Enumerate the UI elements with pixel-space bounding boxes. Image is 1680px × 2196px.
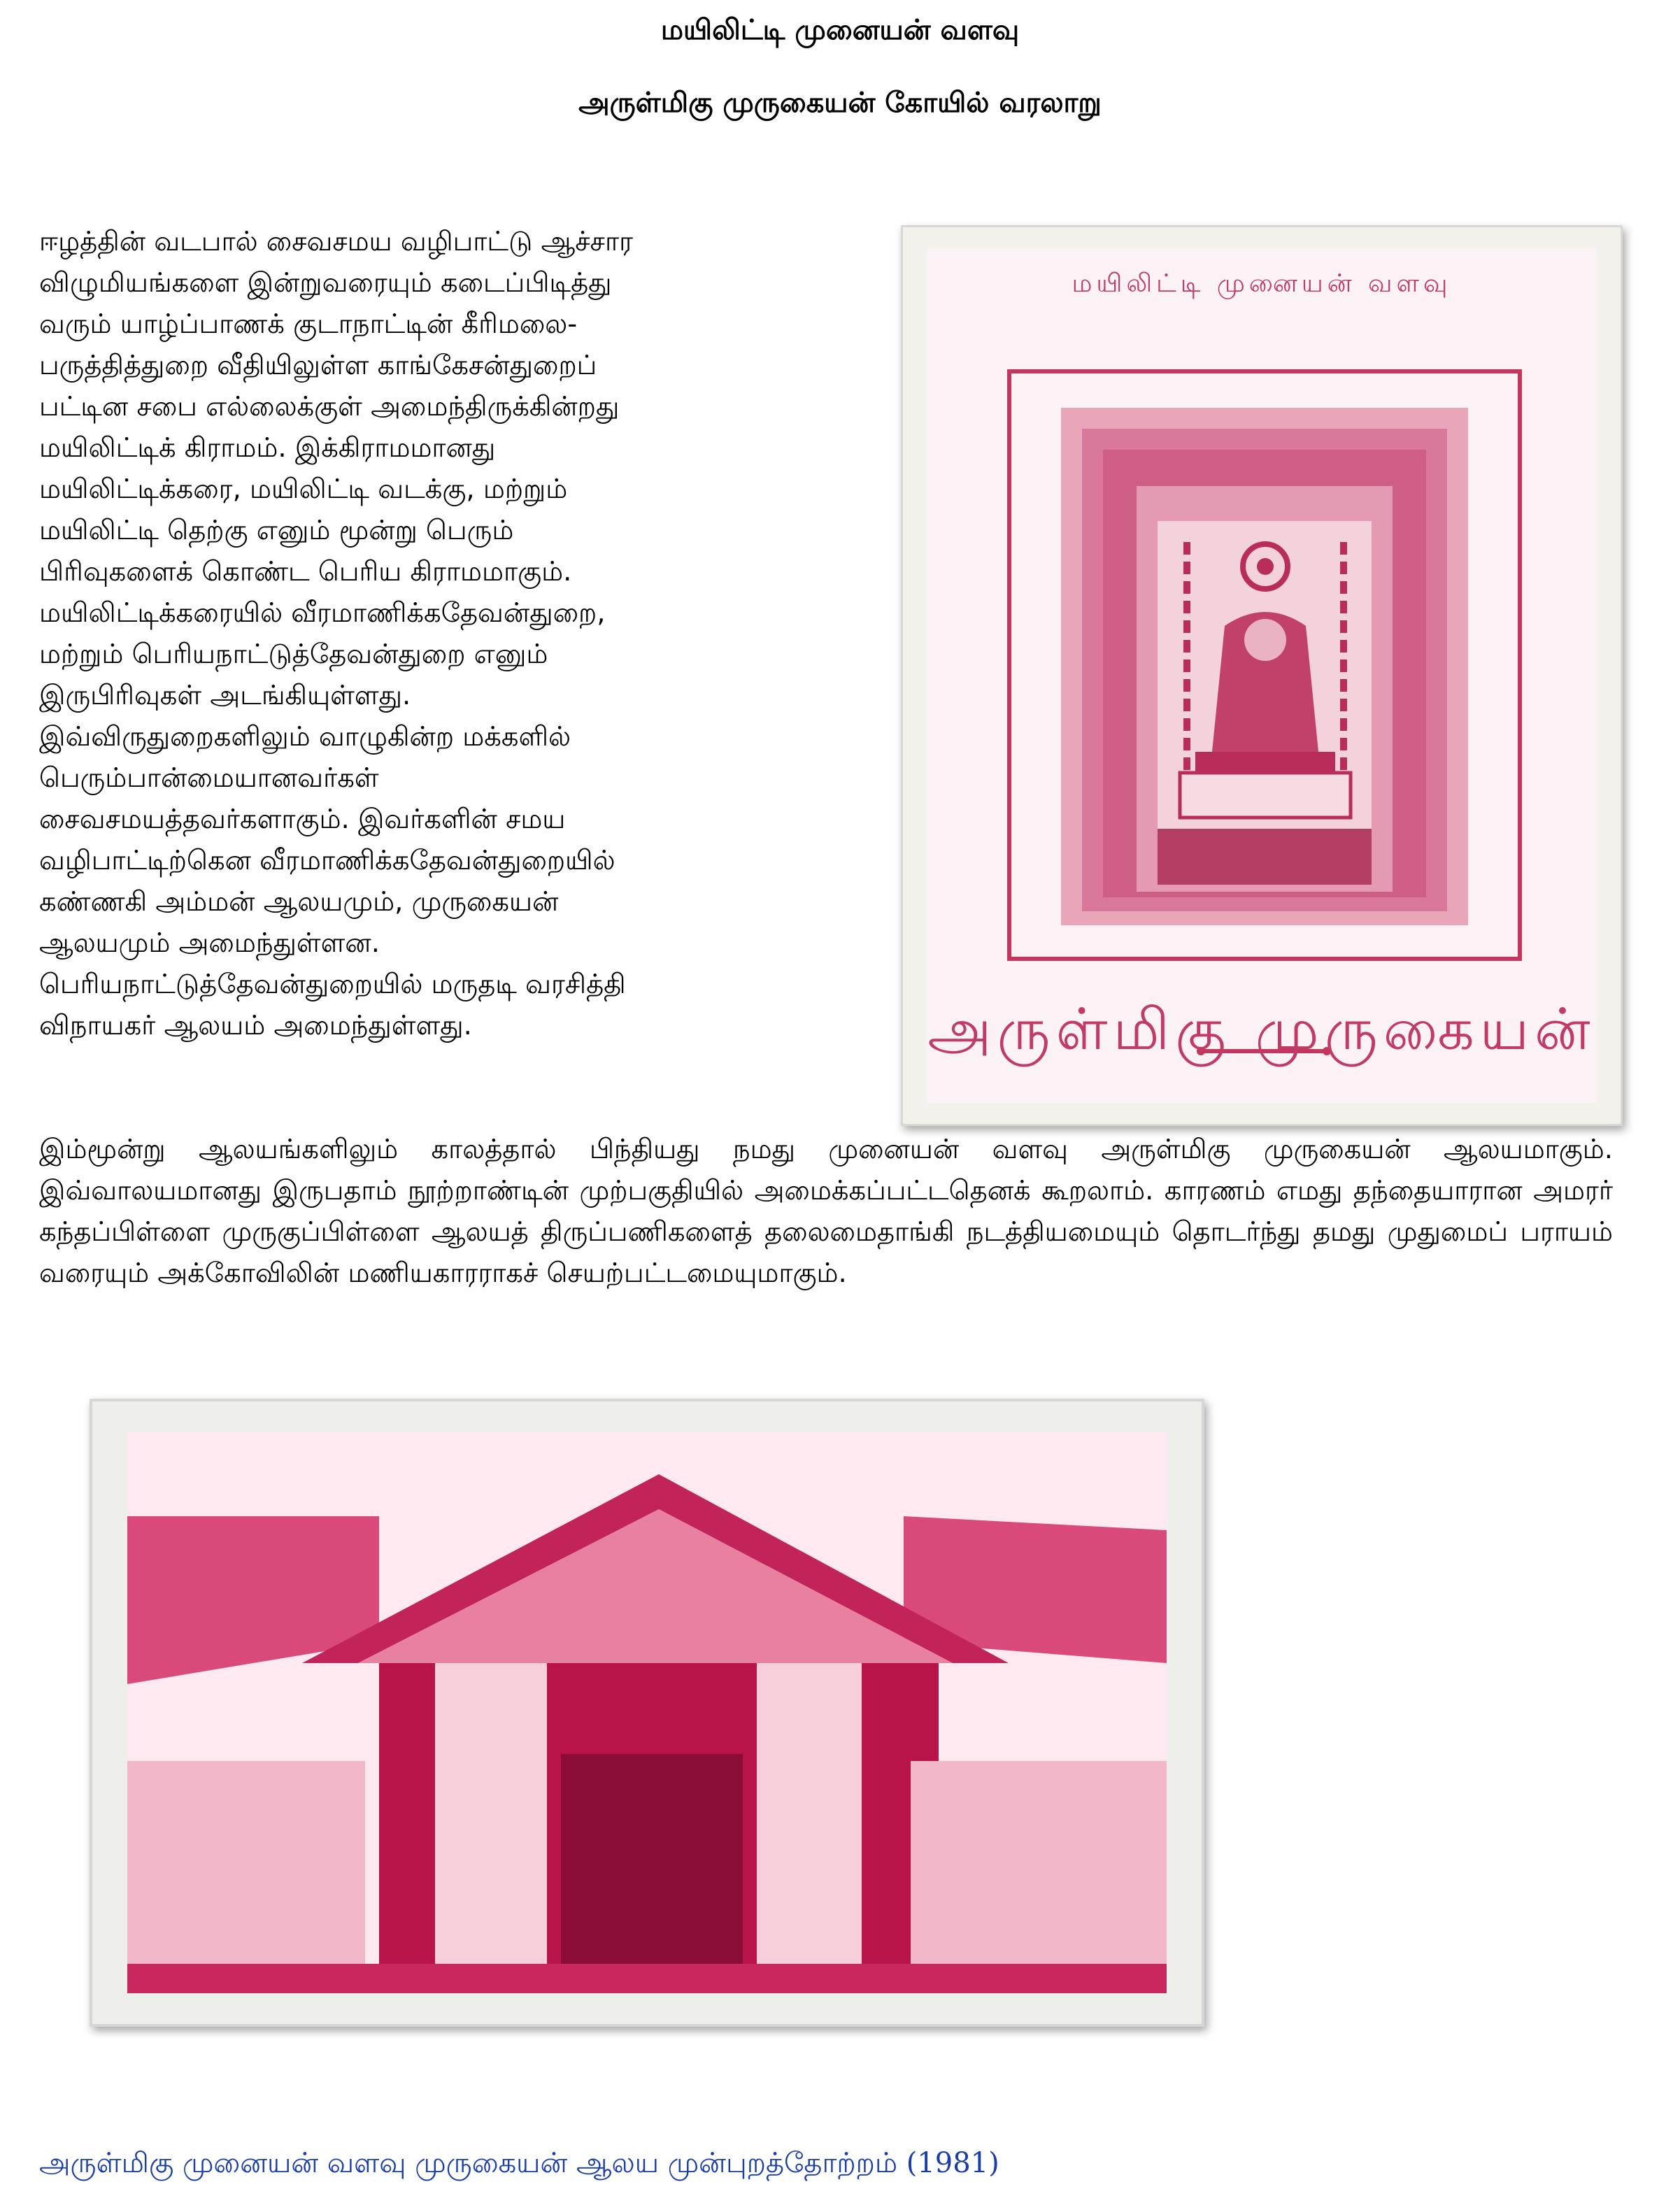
body-paragraph: இம்மூன்று ஆலயங்களிலும் காலத்தால் பிந்தியது நமது முனையன் வளவு அருள்மிகு முருகையன் ஆலயமாகும். இவ்வாலயமானது இருபதாம் நூற்றாண்டின் முற்பகுதியில் அமைக்கப்பட்டதெனக் கூறலாம். காரணம் எமது தந்தையாரான அமரர் கந்தப்பிள்ளை முருகுப்பிள்ளை ஆலயத் திருப்பணிகளைத் தலைமைதாங்கி நடத்தியமையும் தொடர்ந்து தமது முதுமைப் பராயம் வரையும் அக்கோவிலின் மணியகாரராகச் செயற்பட்டமையுமாகும். [39,1134,1613,1289]
intro-line: மயிலிட்டிக்கரை, மயிலிட்டி வடக்கு, மற்றும் [39,473,568,505]
page-title: மயிலிட்டி முனையன் வளவு [660,14,1020,46]
shrine-illustration [927,248,1597,1103]
photo-caption: அருள்மிகு முனையன் வளவு முருகையன் ஆலய முன்புறத்தோற்றம் (1981) [39,2147,999,2179]
intro-line: கண்ணகி அம்மன் ஆலயமும், முருகையன் [39,886,559,918]
intro-line: பெரும்பான்மையானவர்கள் [39,762,379,794]
intro-line: பருத்தித்துறை வீதியிலுள்ள காங்கேசன்துறைப் [39,350,597,381]
cover-bottom-text: அருள்மிகு முருகையன் [927,997,1596,1063]
intro-line: மயிலிட்டி தெற்கு எனும் மூன்று பெரும் [39,515,514,546]
intro-line: வழிபாட்டிற்கென வீரமாணிக்கதேவன்துறையில் [39,845,615,876]
temple-photo [127,1432,1167,1993]
cover-photo [927,248,1597,1103]
page-subtitle: அருள்மிகு முருகையன் கோயில் வரலாறு [578,87,1102,119]
intro-line: சைவசமயத்தவர்களாகும். இவர்களின் சமய [39,804,566,835]
intro-line: மயிலிட்டிக்கரையில் வீரமாணிக்கதேவன்துறை, [39,597,606,629]
intro-line: பட்டின சபை எல்லைக்குள் அமைந்திருக்கின்றது [39,391,620,422]
temple-facade-illustration [127,1432,1167,1993]
intro-line: மற்றும் பெரியநாட்டுத்தேவன்துறை எனும் [39,639,548,670]
intro-line: இவ்விருதுறைகளிலும் வாழுகின்ற மக்களில் [39,721,571,753]
cover-photo-frame [901,225,1623,1126]
intro-paragraph [39,221,857,1046]
intro-line: மயிலிட்டிக் கிராமம். இக்கிராமமானது [39,432,496,464]
intro-line: வரும் யாழ்ப்பாணக் குடாநாட்டின் கீரிமலை- [39,308,578,340]
cover-top-text: மயிலிட்டி முனையன் வளவு [1072,269,1452,298]
temple-photo-frame [90,1399,1204,2027]
intro-line: விநாயகர் ஆலயம் அமைந்துள்ளது. [39,1010,472,1041]
intro-line: ஆலயமும் அமைந்துள்ளன. [39,927,380,959]
intro-line: பெரியநாட்டுத்தேவன்துறையில் மருதடி வரசித்தி [39,969,626,1000]
intro-line: ஈழத்தின் வடபால் சைவசமய வழிபாட்டு ஆச்சார [39,226,633,257]
intro-line: விழுமியங்களை இன்றுவரையும் கடைப்பிடித்து [39,267,612,299]
intro-line: பிரிவுகளைக் கொண்ட பெரிய கிராமமாகும். [39,556,572,587]
intro-line: இருபிரிவுகள் அடங்கியுள்ளது. [39,680,411,711]
